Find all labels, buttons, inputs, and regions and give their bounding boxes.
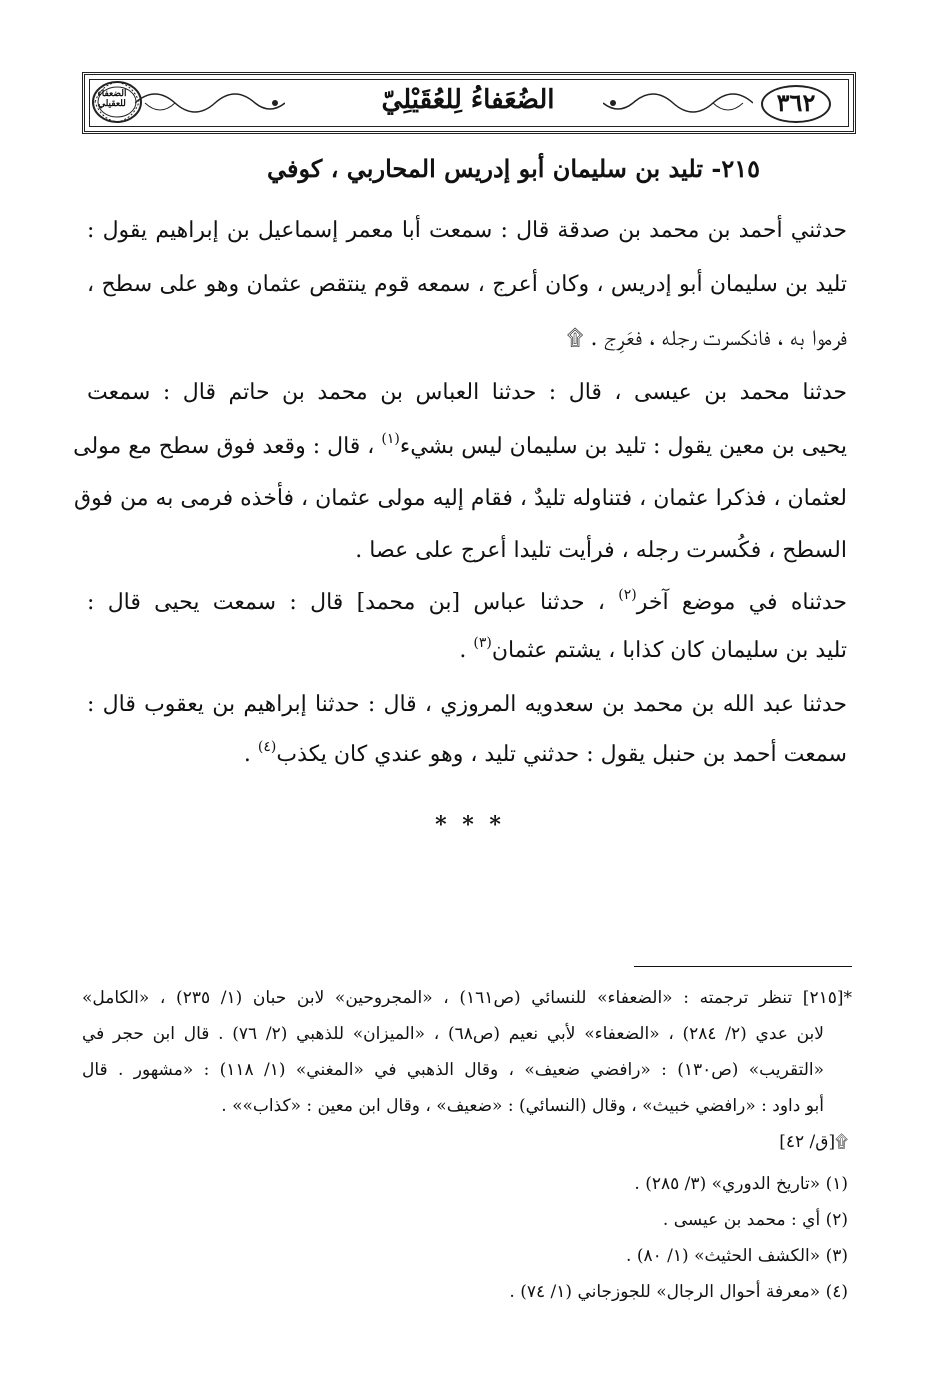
text-segment: .	[243, 742, 251, 767]
text-segment: حدثناه في موضع آخر	[636, 590, 847, 615]
text-segment: تليد بن سليمان كان كذابا ، يشتم عثمان	[491, 638, 847, 663]
footnote-ref[interactable]: (٢)	[618, 587, 637, 603]
running-header-title: الضُعَفاءُ لِلعُقَيْلِيّ	[381, 85, 555, 115]
ornament-left-icon	[135, 83, 285, 123]
text-segment: ، قال : وقعد فوق سطح مع مولى	[73, 434, 375, 459]
footnote-item: (١) «تاريخ الدوري» (٣/ ٢٨٥) .	[634, 1174, 848, 1194]
text-segment: .	[459, 638, 467, 663]
body-line: حدثنا عبد الله بن محمد بن سعدويه المروزي ، قال : حدثنا إبراهيم بن يعقوب قال :	[87, 692, 847, 717]
body-line-with-footnote	[73, 431, 847, 462]
footnote-line: *[٢١٥] تنظر ترجمته : «الضعفاء» للنسائي (ص١٦١) ، «المجروحين» لابن حبان (١/ ٢٣٥) ، «الكامل»	[82, 988, 852, 1008]
body-line-with-footnote	[87, 636, 847, 666]
body-line: حدثني أحمد بن محمد بن صدقة قال : سمعت أبا معمر إسماعيل بن إبراهيم يقول :	[87, 218, 847, 243]
emblem-text: الضعفاء للعقيلي	[97, 89, 127, 109]
entry-title: ٢١٥- تليد بن سليمان أبو إدريس المحاربي ، كوفي	[267, 154, 760, 183]
footnote-item: (٤) «معرفة أحوال الرجال» للجوزجاني (١/ ٧٤) .	[509, 1282, 848, 1302]
body-line-with-footnote	[87, 588, 847, 618]
body-line: السطح ، فكُسرت رجله ، فرأيت تليدا أعرج على عصا .	[355, 538, 847, 563]
footnote-rule	[634, 966, 852, 967]
page-number: ٣٦٢	[761, 85, 831, 123]
body-line: فرموا به ، فانكسرت رجله ، فعَرِج . ۩	[566, 326, 847, 351]
footnote-ref[interactable]: (٤)	[257, 739, 277, 755]
footnote-item: (٢) أي : محمد بن عيسى .	[662, 1210, 848, 1230]
page-header	[82, 72, 856, 134]
footnote-ref[interactable]: (٣)	[473, 635, 492, 651]
body-line: حدثنا محمد بن عيسى ، قال : حدثنا العباس بن محمد بن حاتم قال : سمعت	[87, 380, 848, 405]
body-line: تليد بن سليمان أبو إدريس ، وكان أعرج ، سمعه قوم ينتقص عثمان وهو على سطح ،	[87, 272, 847, 297]
footnote-item: (٣) «الكشف الحثيث» (١/ ٨٠) .	[626, 1246, 848, 1266]
body-line-with-footnote	[87, 740, 847, 770]
ornament-right-icon	[603, 83, 753, 123]
section-separator: * * *	[435, 812, 505, 838]
text-segment: ، حدثنا عباس [بن محمد] قال : سمعت يحيى قال :	[87, 590, 606, 615]
text-segment: سمعت أحمد بن حنبل يقول : حدثني تليد ، وهو عندي كان يكذب	[276, 742, 847, 767]
body-line: لعثمان ، فذكرا عثمان ، فتناوله تليدٌ ، فقام إليه مولى عثمان ، فأخذه فرمى به من فوق	[74, 486, 847, 511]
footnote-line: لابن عدي (٢/ ٢٨٤) ، «الضعفاء» لأبي نعيم (ص٦٨) ، «الميزان» للذهبي (٢/ ٧٦) . قال ابن حجر في	[82, 1024, 824, 1044]
footnote-line: «التقريب» (ص١٣٠) : «رافضي ضعيف» ، وقال الذهبي في «المغني» (١/ ١١٨) : «مشهور . قال	[82, 1060, 825, 1080]
manuscript-folio-ref: ۩[ق/ ٤٢]	[779, 1132, 848, 1152]
footnote-line: أبو داود : «رافضي خبيث» ، وقال (النسائي) : «ضعيف» ، وقال ابن معين : «كذاب»» .	[221, 1096, 824, 1116]
text-segment: يحيى بن معين يقول : تليد بن سليمان ليس بشيء	[399, 434, 847, 459]
footnote-ref[interactable]: (١)	[381, 431, 400, 447]
